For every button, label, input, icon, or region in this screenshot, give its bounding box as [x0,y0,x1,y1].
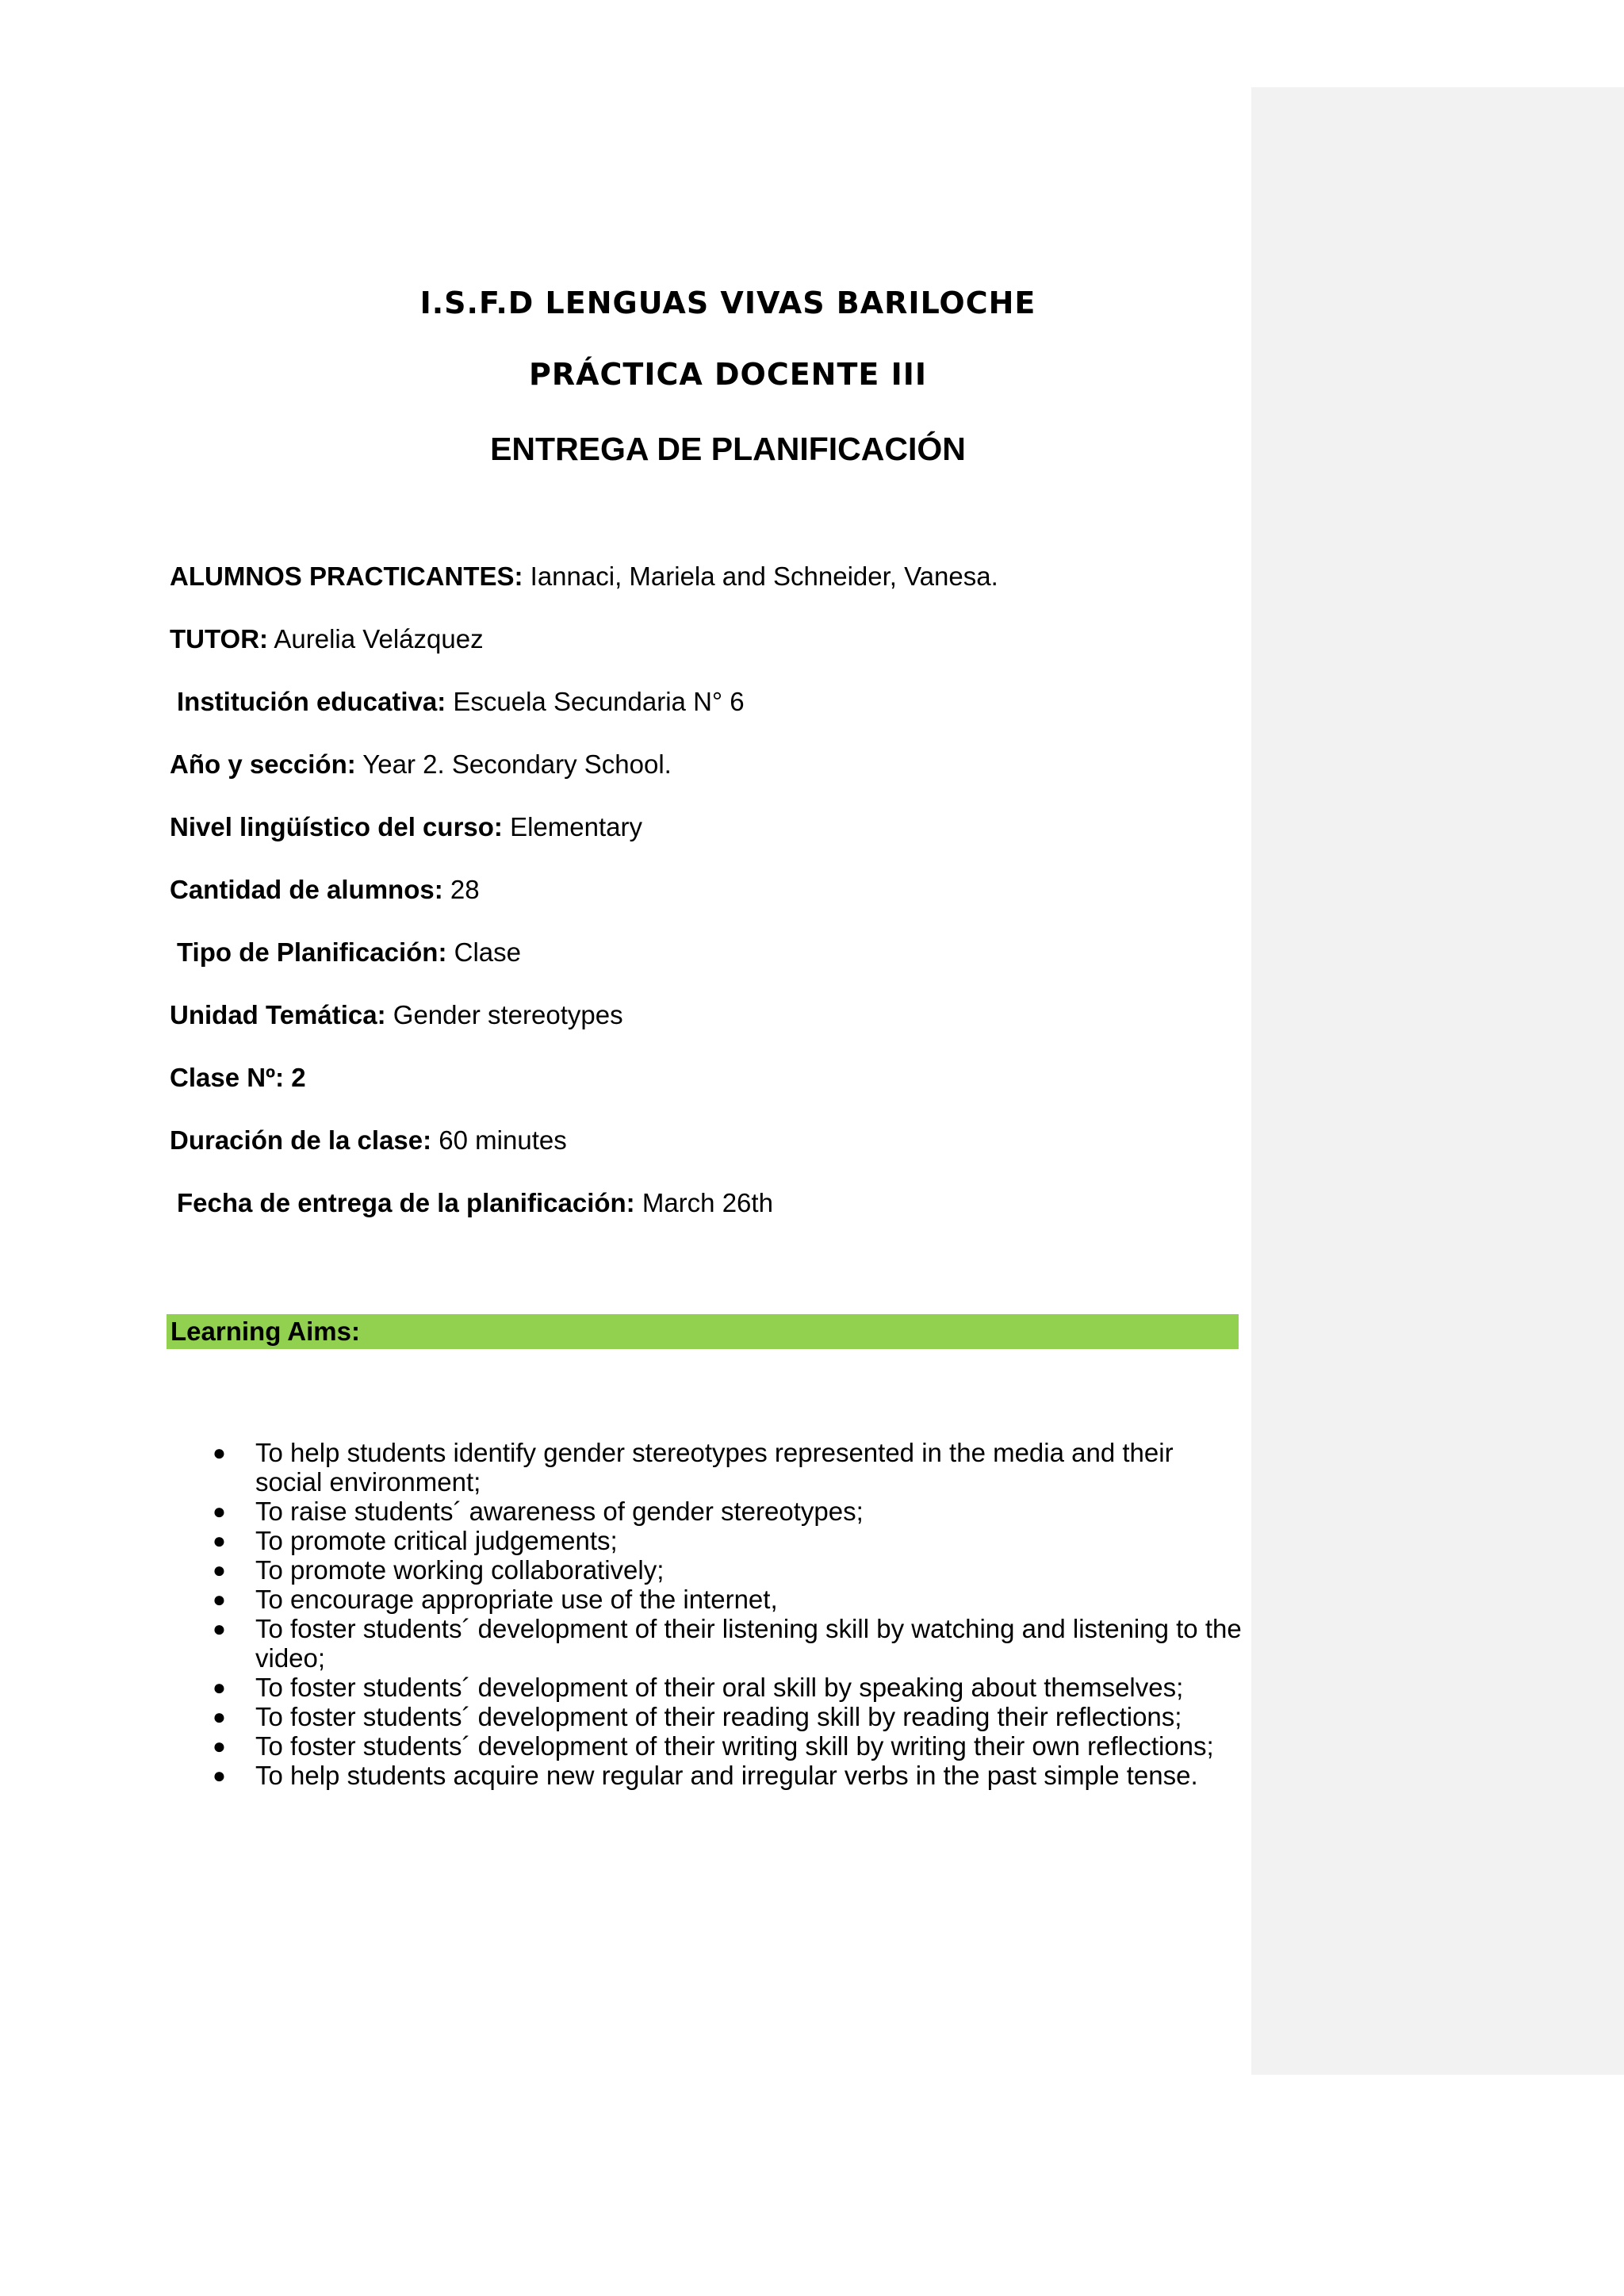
bullet-icon: ● [213,1704,226,1729]
info-students [170,561,998,592]
aim-text: To raise students´ awareness of gender stereotypes; [255,1497,864,1526]
info-value: Iannaci, Mariela and Schneider, Vanesa. [523,562,998,591]
bullet-icon: ● [213,1587,226,1612]
info-label: Clase Nº: 2 [170,1063,306,1092]
bullet-icon: ● [213,1499,226,1524]
info-duration [170,1125,567,1156]
info-label: Año y sección: [170,749,356,779]
aim-text: To foster students´ development of their writing skill by writing their own reflections; [255,1731,1214,1761]
aim-text: To foster students´ development of their oral skill by speaking about themselves; [255,1673,1184,1702]
learning-aims-title: Learning Aims: [170,1317,360,1346]
bullet-icon: ● [213,1528,226,1553]
bullet-icon: ● [213,1558,226,1582]
info-unit [170,999,623,1031]
list-item [213,1702,1243,1731]
info-label: Institución educativa: [177,687,446,716]
info-label: Tipo de Planificación: [177,937,447,967]
info-delivery-date [177,1187,773,1219]
info-tutor [170,623,484,655]
document-title: ENTREGA DE PLANIFICACIÓN [490,431,966,467]
info-value: Escuela Secundaria N° 6 [446,687,745,716]
list-item [213,1497,1243,1526]
info-class-number [170,1062,306,1094]
info-value: Clase [446,937,521,967]
info-institution [177,686,745,718]
bullet-icon: ● [213,1763,226,1788]
list-item [213,1614,1243,1673]
info-label: ALUMNOS PRACTICANTES: [170,562,523,591]
list-item [213,1761,1243,1790]
info-value: March 26th [634,1188,773,1217]
info-label: Nivel lingüístico del curso: [170,812,503,841]
info-language-level [170,811,642,843]
list-item [213,1673,1243,1702]
info-label: Cantidad de alumnos: [170,875,443,904]
list-item [213,1526,1243,1555]
aim-text: To promote working collaboratively; [255,1555,665,1585]
info-value: 60 minutes [431,1125,567,1155]
info-value: Elementary [502,812,642,841]
bullet-icon: ● [213,1440,226,1465]
info-student-count [170,874,480,906]
info-year-section [170,749,672,780]
info-label: Unidad Temática: [170,1000,386,1029]
info-label: Fecha de entrega de la planificación: [177,1188,635,1217]
list-item [213,1585,1243,1614]
info-label: Duración de la clase: [170,1125,432,1155]
list-item [213,1555,1243,1585]
info-plan-type [177,937,521,968]
aim-text: To help students identify gender stereotypes represented in the media and their social environment; [255,1438,1174,1497]
bullet-icon: ● [213,1734,226,1758]
aim-text: To foster students´ development of their reading skill by reading their reflections; [255,1702,1182,1731]
bullet-icon: ● [213,1675,226,1700]
info-value: Year 2. Secondary School. [355,749,672,779]
course-title: PRÁCTICA DOCENTE III [528,357,927,392]
list-item [213,1438,1243,1497]
institution-title: I.S.F.D LENGUAS VIVAS BARILOCHE [419,286,1036,320]
learning-aims-list [213,1438,1243,1790]
info-value: Aurelia Velázquez [268,624,484,654]
aim-text: To help students acquire new regular and irregular verbs in the past simple tense. [255,1761,1198,1790]
learning-aims-header [167,1314,1239,1349]
aim-text: To promote critical judgements; [255,1526,618,1555]
aim-text: To foster students´ development of their listening skill by watching and listening to the video; [255,1614,1242,1673]
info-label: TUTOR: [170,624,269,654]
list-item [213,1731,1243,1761]
info-value: Gender stereotypes [385,1000,623,1029]
aim-text: To encourage appropriate use of the internet, [255,1585,778,1614]
bullet-icon: ● [213,1616,226,1641]
info-value: 28 [442,875,480,904]
